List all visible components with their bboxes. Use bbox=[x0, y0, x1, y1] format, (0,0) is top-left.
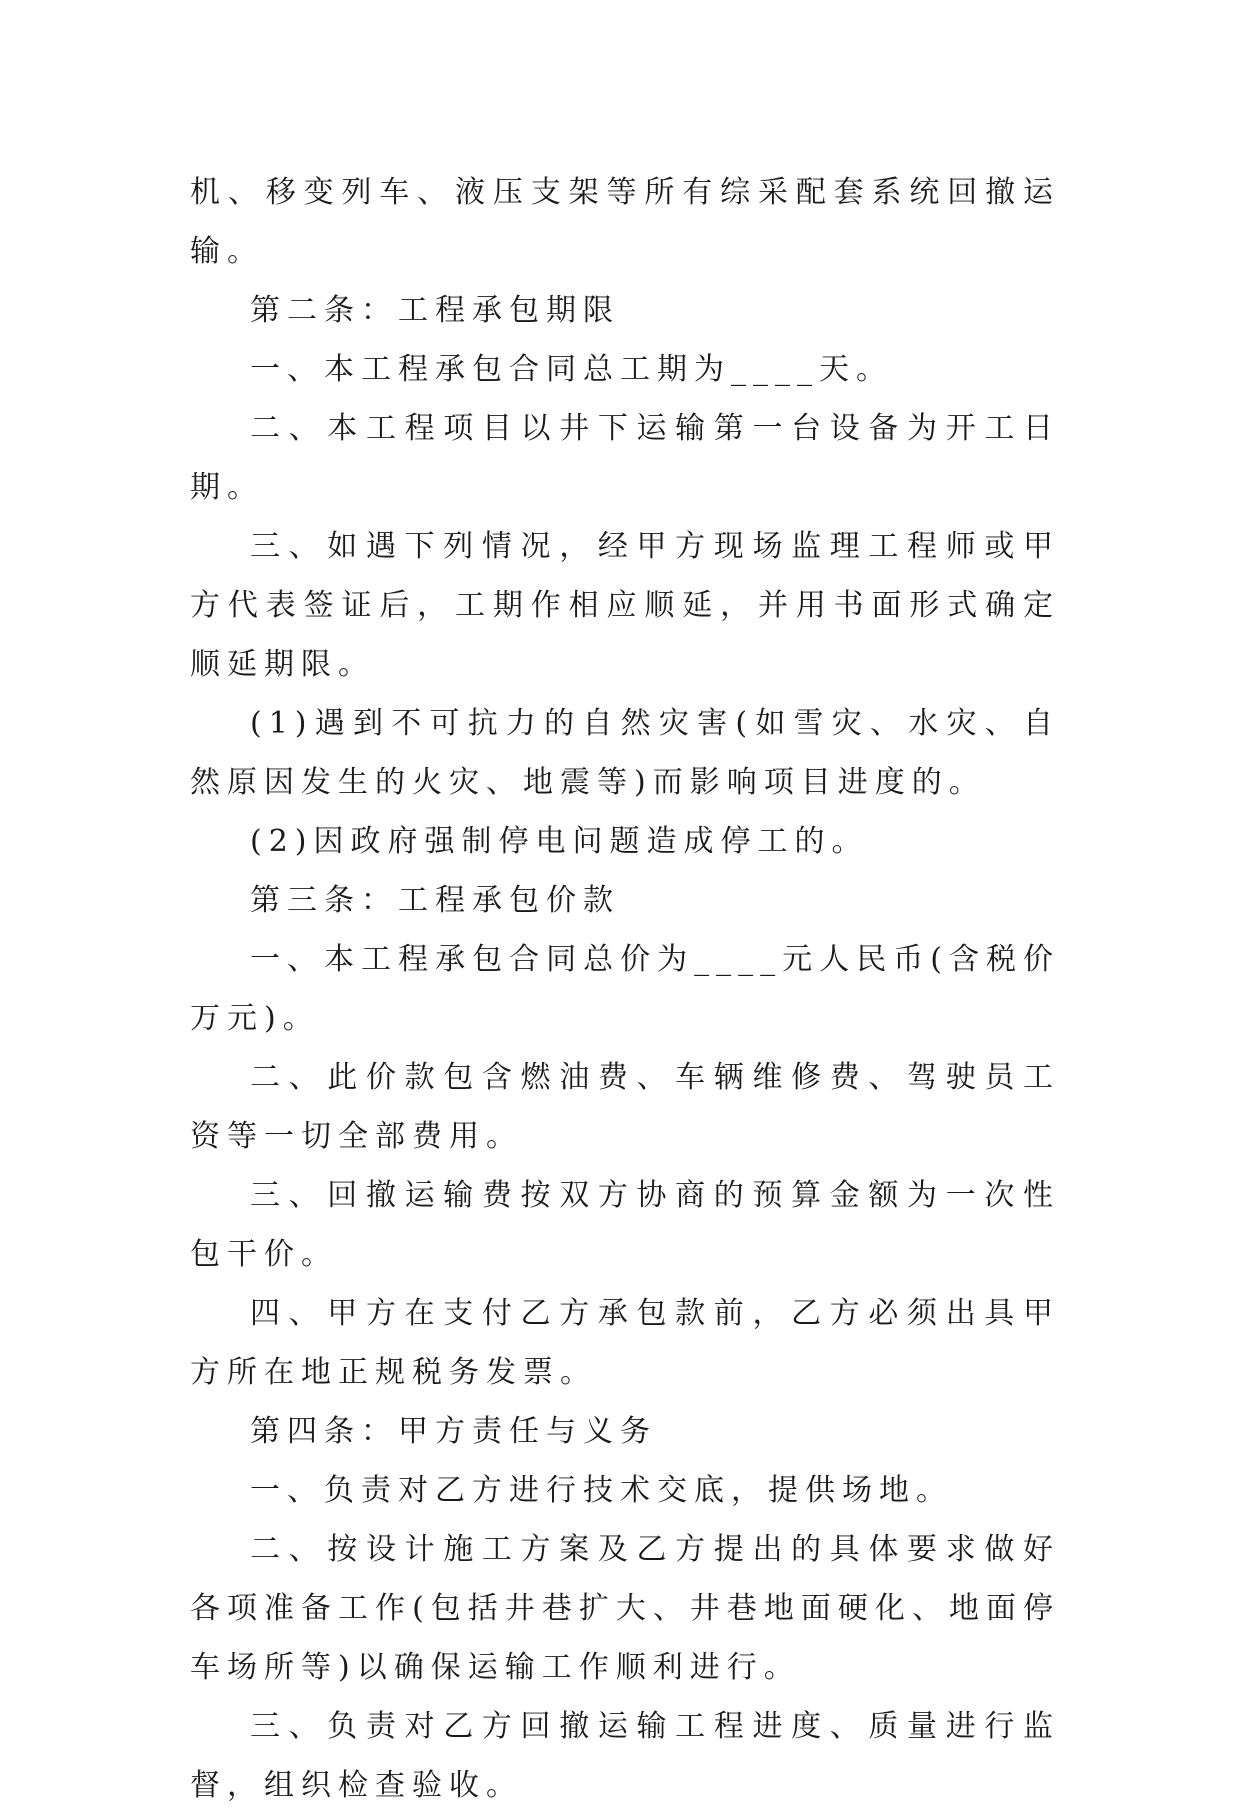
paragraph-force-majeure: (1)遇到不可抗力的自然灾害(如雪灾、水灾、自然原因发生的火灾、地震等)而影响项目进度的。 bbox=[190, 706, 1060, 800]
paragraph-total-price: 一、本工程承包合同总价为____元人民币(含税价万元)。 bbox=[190, 942, 1060, 1036]
document-body bbox=[190, 163, 1060, 1815]
paragraph-invoice: 四、甲方在支付乙方承包款前，乙方必须出具甲方所在地正规税务发票。 bbox=[190, 1296, 1060, 1390]
paragraph-extension-conditions: 三、如遇下列情况，经甲方现场监理工程师或甲方代表签证后，工期作相应顺延，并用书面形式确定顺延期限。 bbox=[190, 529, 1060, 682]
paragraph-price-includes: 二、此价款包含燃油费、车辆维修费、驾驶员工资等一切全部费用。 bbox=[190, 1060, 1060, 1154]
paragraph-technical-briefing: 一、负责对乙方进行技术交底，提供场地。 bbox=[250, 1473, 953, 1508]
section-heading-article-2: 第二条：工程承包期限 bbox=[250, 293, 620, 328]
paragraph-start-date: 二、本工程项目以井下运输第一台设备为开工日期。 bbox=[190, 411, 1060, 505]
paragraph-continuation: 机、移变列车、液压支架等所有综采配套系统回撤运输。 bbox=[190, 175, 1060, 269]
paragraph-lump-sum: 三、回撤运输费按双方协商的预算金额为一次性包干价。 bbox=[190, 1178, 1060, 1272]
paragraph-power-outage: (2)因政府强制停电问题造成停工的。 bbox=[250, 824, 869, 859]
section-heading-article-4: 第四条：甲方责任与义务 bbox=[250, 1414, 657, 1449]
paragraph-supervision: 三、负责对乙方回撤运输工程进度、质量进行监督，组织检查验收。 bbox=[190, 1709, 1060, 1803]
paragraph-total-duration: 一、本工程承包合同总工期为____天。 bbox=[250, 352, 893, 387]
paragraph-preparation-work: 二、按设计施工方案及乙方提出的具体要求做好各项准备工作(包括井巷扩大、井巷地面硬化、地面停车场所等)以确保运输工作顺利进行。 bbox=[190, 1532, 1060, 1685]
section-heading-article-3: 第三条：工程承包价款 bbox=[250, 883, 620, 918]
